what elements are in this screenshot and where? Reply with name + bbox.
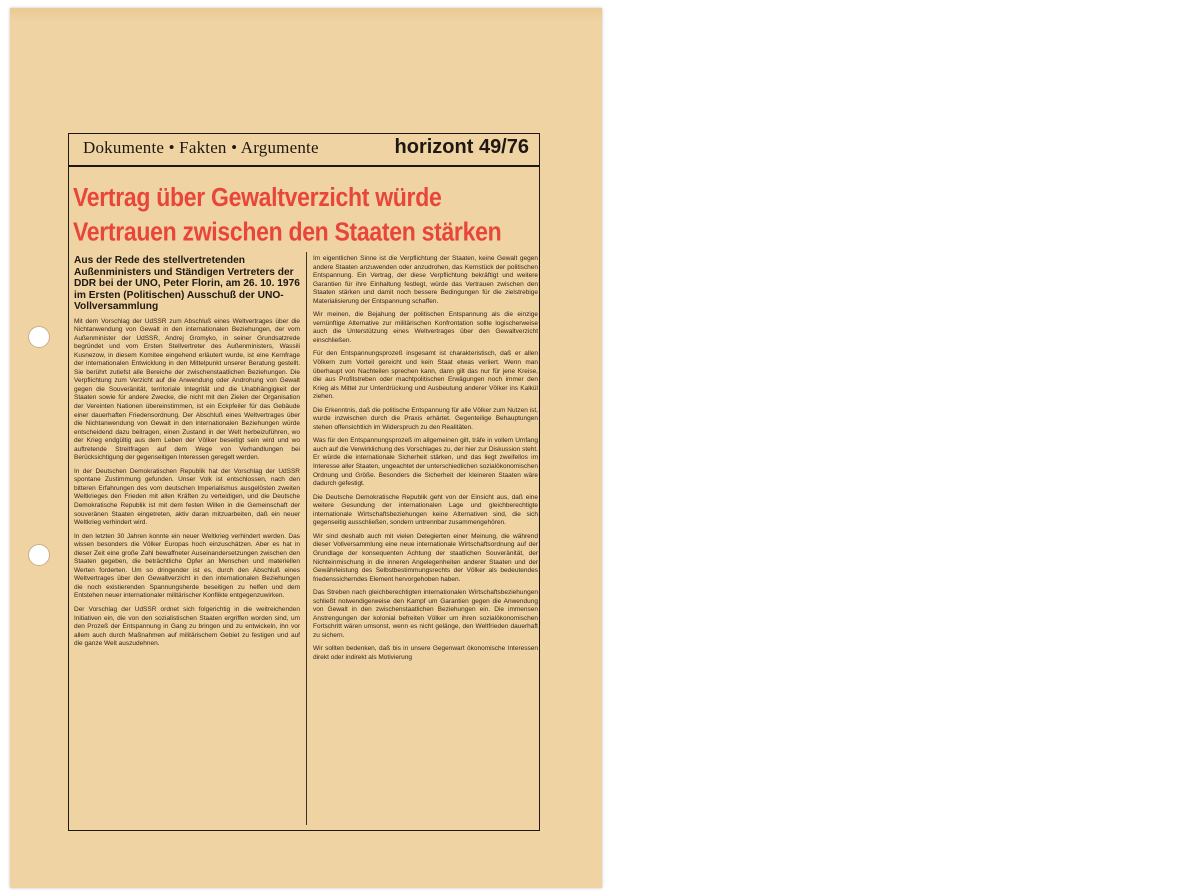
paragraph: In der Deutschen Demokratischen Republik hat der Vorschlag der UdSSR spontane Zustimmung gefunden. Unser Volk ist entschlossen, nach den bitteren Erfahrungen des vom deutschen Imperialismus ausgelösten zweiten Weltkrieges den Frieden mit allen Kräften zu verteidigen, und die Deutsche Demokratische Republik ist mit dem festen Willen in die Gemeinschaft der souveränen Staaten eingetreten, aktiv daran mitzuarbeiten, daß ein neuer Weltkrieg verhindert wird. [74,467,300,527]
column-divider [306,252,307,825]
magazine-issue: horizont 49/76 [394,136,529,158]
newspaper-clipping [10,8,602,888]
paragraph: Die Deutsche Demokratische Republik geht von der Einsicht aus, daß eine weitere Gesundung der internationalen Lage und gleichberechtigte internationale Wirtschaftsbeziehungen keine Alternativen sind, die sich gegenseitig ausschließen, sondern untrennbar zusammengehören. [313,493,538,527]
masthead [69,134,539,167]
paragraph: Wir sind deshalb auch mit vielen Delegierten einer Meinung, die während dieser Vollversammlung eine neue internationale Wirtschaftsordnung auf der Grundlage der konsequenten Achtung der staatlichen Souveränität, der Nichteinmischung in die inneren Angelegenheiten anderer Staaten und der Gewährleistung des Selbstbestimmungsrechts der Völker als bedeutendes friedenssicherndes Element hervorgehoben haben. [313,532,538,583]
right-column [313,255,538,823]
headline: Vertrag über Gewaltverzicht würde Vertrauen zwischen den Staaten stärken [73,182,502,247]
paragraph: Der Vorschlag der UdSSR ordnet sich folgerichtig in die weitreichenden Initiativen ein, die von den sozialistischen Staaten ergriffen worden sind, um den Prozeß der Entspannung in Gang zu bringen und zu entwickeln, ihn vor allem auch durch Maßnahmen auf militärischem Gebiet zu festigen und auf die ganze Welt auszudehnen. [74,606,300,648]
paragraph: Die Erkenntnis, daß die politische Entspannung für alle Völker zum Nutzen ist, wurde inzwischen durch die Praxis erhärtet. Gegenteilige Behauptungen stehen offensichtlich im Widerspruch zu den Realitäten. [313,406,538,431]
paragraph: Was für den Entspannungsprozeß im allgemeinen gilt, träfe in vollem Umfang auch auf die Verwirklichung des Vorschlages zu, der hier zur Diskussion steht. Er würde die internationale Sicherheit stärken, und das liegt zweifellos im Interesse aller Staaten, ungeachtet der unterschiedlichen sozialökonomischen Ordnung und Größe. Besonders die Sicherheit der kleineren Staaten wäre dadurch gefestigt. [313,437,538,488]
punch-hole [28,544,50,566]
series-title: Dokumente • Fakten • Argumente [83,138,319,157]
intro-text: Aus der Rede des stellvertretenden Außenministers und Ständigen Vertreters der DDR bei der UNO, Peter Florin, am 26. 10. 1976 im Ersten (Politischen) Ausschuß der UNO-Vollversammlung [74,255,300,312]
paragraph: Wir sollten bedenken, daß bis in unsere Gegenwart ökonomische Interessen direkt oder indirekt als Motivierung [313,645,538,661]
paragraph: Mit dem Vorschlag der UdSSR zum Abschluß eines Weltvertrages über die Nichtanwendung von Gewalt in den internationalen Beziehungen, der vom Außenminister der UdSSR, Andrej Gromyko, in seiner Grundsatzrede begründet und vom Ersten Stellvertreter des Außenministers, Wassili Kusnezow, in diesem Komitee eingehend erläutert wurde, ist eine Kernfrage der internationalen Entwicklung in den Mittelpunkt unserer Beratung gestellt. Sie berührt zutiefst alle Bereiche der zwischenstaatlichen Beziehungen. Die Verpflichtung zum Verzicht auf die Anwendung oder Androhung von Gewalt gegen die Souveränität, territoriale Integrität und die Unabhängigkeit der Staaten sowie für andere Zwecke, die nicht mit den Zielen der Organisation der Vereinten Nationen übereinstimmen, ist ein Eckpfeiler für das Gebäude einer dauerhaften Friedensordnung. Der Abschluß eines Weltvertrages über die Nichtanwendung von Gewalt in den internationalen Beziehungen würde entscheidend dazu beitragen, einen Zustand in der Welt herbeizuführen, wo der Krieg endgültig aus dem Leben der Völker beseitigt sein wird und wo auftretende Streitfragen auf dem Wege von Verhandlungen bei Berücksichtigung der gegenseitigen Interessen geregelt werden. [74,317,300,462]
article-frame [68,133,540,831]
paragraph: In den letzten 30 Jahren konnte ein neuer Weltkrieg verhindert werden. Das wissen besonders die Völker Europas hoch einzuschätzen. Aber es hat in dieser Zeit eine große Zahl bewaffneter Auseinandersetzungen zwischen den Staaten gegeben, die beträchtliche Opfer an Menschen und materiellen Werten forderten. Um so dringender ist es, durch den Abschluß eines Weltvertrages über den Gewaltverzicht in den internationalen Beziehungen die noch existierenden Spannungsherde beseitigen zu helfen und dem Entstehen neuer internationaler militärischer Konflikte entgegenzuwirken. [74,532,300,600]
left-column [74,255,300,825]
paragraph: Das Streben nach gleichberechtigten internationalen Wirtschaftsbeziehungen schließt notwendigerweise den Kampf um Garantien gegen die Anwendung von Gewalt in den zwischenstaatlichen Beziehungen ein. Die immensen Anstrengungen der kolonial befreiten Völker um ihren sozialökonomischen Fortschritt wären umsonst, wenn es nicht gelänge, den Weltfrieden dauerhaft zu sichern. [313,589,538,639]
punch-hole [28,326,50,348]
paragraph: Im eigentlichen Sinne ist die Verpflichtung der Staaten, keine Gewalt gegen andere Staaten anzuwenden oder anzudrohen, das Kernstück der politischen Entspannung. Ein Vertrag, der diese Verpflichtung bekräftigt und weitere Garantien für ihre Einhaltung festlegt, würde das Vertrauen zwischen den Staaten stärken und damit noch bessere Bedingungen für die zielstrebige Materialisierung der Entspannung schaffen. [313,255,538,305]
paragraph: Für den Entspannungsprozeß insgesamt ist charakteristisch, daß er allen Völkern zum Vorteil gereicht und kein Staat etwas verliert. Wenn man überhaupt von Nachteilen sprechen kann, dann gilt das nur für jene Kreise, die aus Profitstreben oder machtpolitischen Erwägungen noch immer den Krieg als Mittel zur Unterdrückung und Ausbeutung anderer Völker ins Kalkül ziehen. [313,350,538,401]
paragraph: Wir meinen, die Bejahung der politischen Entspannung als die einzige vernünftige Alternative zur militärischen Konfrontation sollte logischerweise auch die Unterstützung eines Weltvertrages über den Gewaltverzicht einschließen. [313,311,538,344]
